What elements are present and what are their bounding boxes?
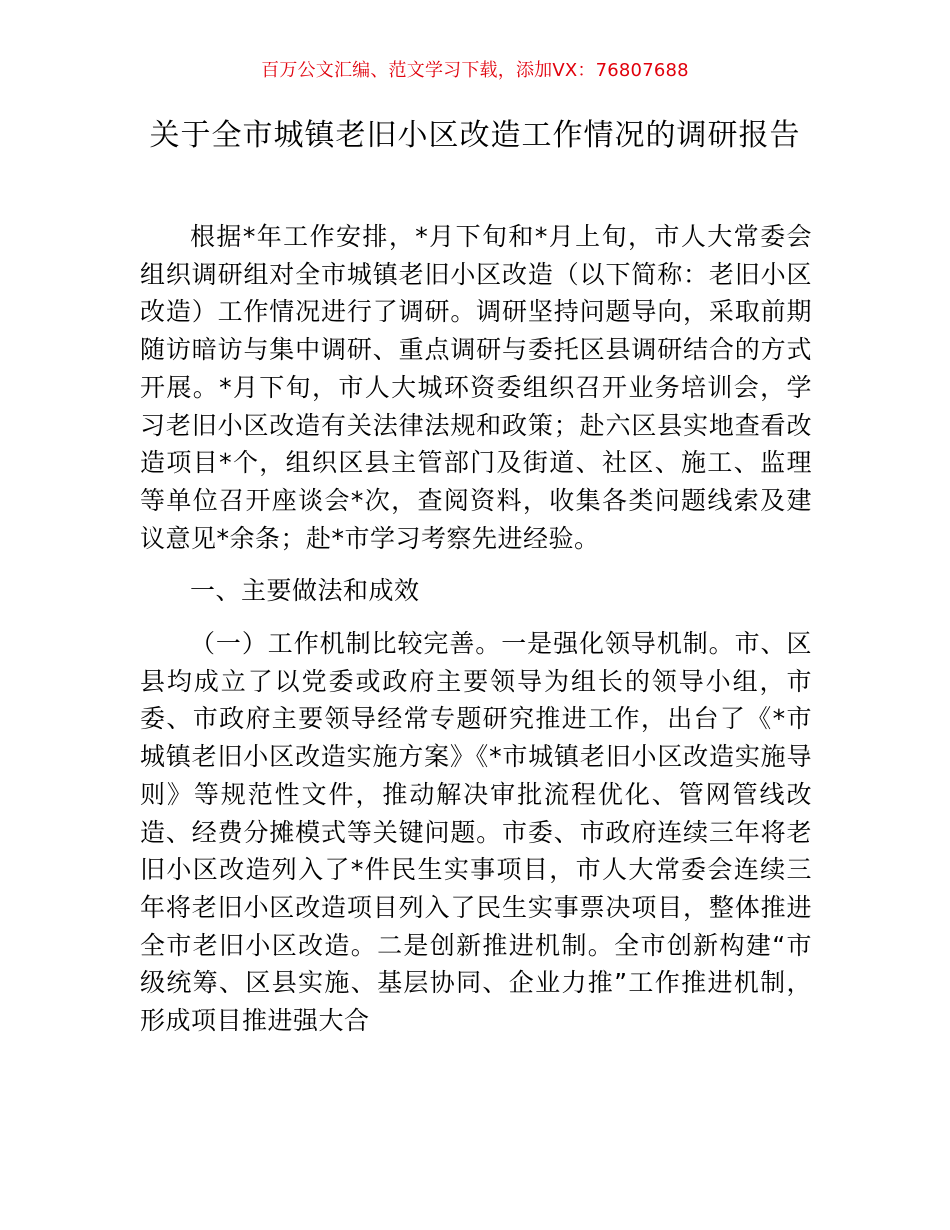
watermark-header: 百万公文汇编、范文学习下载，添加VX：76807688: [261, 60, 689, 81]
document-title: 关于全市城镇老旧小区改造工作情况的调研报告: [149, 118, 801, 153]
document-body: [140, 218, 812, 1040]
paragraph-intro: 根据*年工作安排，*月下旬和*月上旬，市人大常委会组织调研组对全市城镇老旧小区改造（以下简称：老旧小区改造）工作情况进行了调研。调研坚持问题导向，采取前期随访暗访与集中调研、重点调研与委托区县调研结合的方式开展。*月下旬，市人大城环资委组织召开业务培训会，学习老旧小区改造有关法律法规和政策；赴六区县实地查看改造项目*个，组织区县主管部门及街道、社区、施工、监理等单位召开座谈会*次，查阅资料，收集各类问题线索及建议意见*余条；赴*市学习考察先进经验。: [140, 222, 812, 553]
section-heading: 一、主要做法和成效: [190, 576, 420, 606]
paragraph-work-mechanism: （一）工作机制比较完善。一是强化领导机制。市、区县均成立了以党委或政府主要领导为组长的领导小组，市委、市政府主要领导经常专题研究推进工作，出台了《*市城镇老旧小区改造实施方案》《*市城镇老旧小区改造实施导则》等规范性文件，推动解决审批流程优化、管网管线改造、经费分摊模式等关键问题。市委、市政府连续三年将老旧小区改造列入了*件民生实事项目，市人大常委会连续三年将老旧小区改造项目列入了民生实事票决项目，整体推进全市老旧小区改造。二是创新推进机制。全市创新构建“市级统筹、区县实施、基层协同、企业力推”工作推进机制，形成项目推进强大合: [140, 629, 812, 1036]
